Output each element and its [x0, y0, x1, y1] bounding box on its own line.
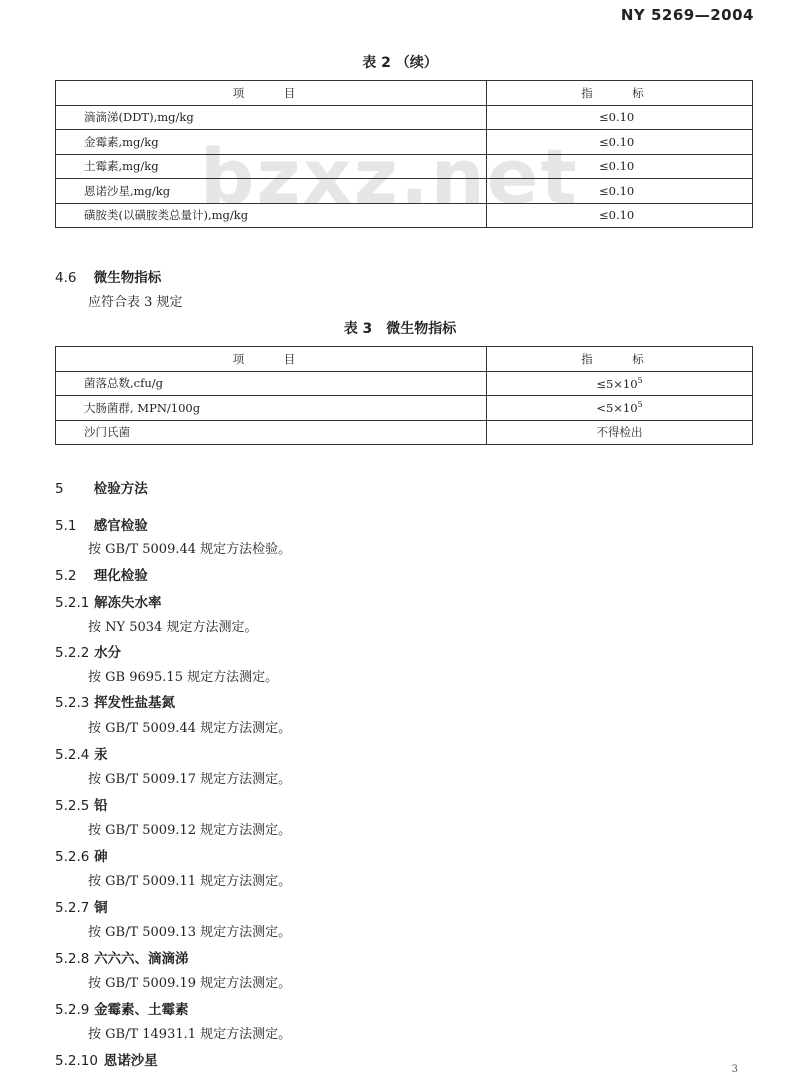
- section-text: 按 NY 5034 规定方法测定。: [88, 620, 258, 635]
- section-number: 5.2.4: [55, 747, 90, 763]
- section-title: 砷: [94, 849, 108, 865]
- value-base: <5×10: [596, 401, 638, 416]
- section-heading: [55, 743, 108, 763]
- section-number: 5.2.1: [55, 595, 90, 611]
- section-text: 按 GB/T 5009.19 规定方法测定。: [88, 976, 292, 991]
- section-number: 5.2: [55, 568, 77, 584]
- value-cell: [487, 105, 753, 130]
- table-header-cell: 指 标: [487, 81, 753, 106]
- value-base: 不得检出: [596, 425, 643, 440]
- section-text: 按 GB/T 5009.44 规定方法检验。: [88, 542, 292, 557]
- value-cell: [487, 371, 753, 396]
- section-title: 恩诺沙星: [103, 1053, 158, 1069]
- section-title: 六六六、滴滴涕: [94, 951, 189, 967]
- section-text: 按 GB 9695.15 规定方法测定。: [88, 670, 279, 685]
- table-row: [56, 105, 753, 130]
- table2-caption: 表 2 （续）: [362, 55, 438, 71]
- table2-header-row: [56, 81, 753, 106]
- section-heading: [55, 514, 148, 534]
- value-text: ≤0.10: [599, 134, 635, 149]
- section-title: 检验方法: [93, 481, 148, 497]
- section-heading: [55, 896, 108, 916]
- section-title: 铜: [94, 900, 108, 916]
- table-header-cell: 项 目: [56, 81, 487, 106]
- section-number: 4.6: [55, 270, 77, 286]
- table-row: [56, 154, 753, 179]
- table-header-cell: 项 目: [56, 347, 487, 372]
- section-number: 5.1: [55, 518, 77, 534]
- standard-number: NY 5269—2004: [620, 6, 754, 24]
- section-text: 按 GB/T 5009.17 规定方法测定。: [88, 772, 292, 787]
- value-cell: [487, 203, 753, 228]
- item-cell: 大肠菌群, MPN/100g: [56, 396, 487, 421]
- table2: [55, 80, 753, 228]
- value-text: ≤0.10: [599, 183, 635, 198]
- section-number: 5: [55, 481, 64, 497]
- value-cell: [487, 130, 753, 155]
- section-title: 汞: [94, 747, 108, 763]
- item-cell: 沙门氏菌: [56, 420, 487, 445]
- value-text: ≤0.10: [599, 110, 635, 125]
- value-exponent: 5: [637, 400, 643, 410]
- value-text: ≤0.10: [599, 208, 635, 223]
- value-base: ≤5×10: [596, 376, 638, 391]
- section-heading: [55, 477, 148, 497]
- table-header-cell: 指 标: [487, 347, 753, 372]
- section-text: 按 GB/T 5009.11 规定方法测定。: [88, 874, 292, 889]
- section-title: 水分: [94, 645, 122, 661]
- table3-header-row: [56, 347, 753, 372]
- section-heading: [55, 794, 108, 814]
- table-row: [56, 203, 753, 228]
- section-title: 铅: [94, 798, 108, 814]
- section-title: 微生物指标: [93, 270, 162, 286]
- section-text: 按 GB/T 5009.44 规定方法测定。: [88, 721, 292, 736]
- item-cell: 菌落总数,cfu/g: [56, 371, 487, 396]
- section-number: 5.2.2: [55, 645, 90, 661]
- section-text: 应符合表 3 规定: [88, 295, 183, 310]
- table-row: [56, 179, 753, 204]
- value-cell: [487, 179, 753, 204]
- section-text: 按 GB/T 5009.12 规定方法测定。: [88, 823, 292, 838]
- section-title: 感官检验: [93, 518, 148, 534]
- table3-caption: 表 3 微生物指标: [343, 321, 457, 337]
- table3: [55, 346, 753, 445]
- watermark: bzxz.net: [200, 132, 579, 221]
- section-heading: [55, 266, 161, 286]
- section-heading: [55, 564, 148, 584]
- value-cell: [487, 396, 753, 421]
- section-heading: [55, 845, 108, 865]
- section-number: 5.2.7: [55, 900, 90, 916]
- section-title: 解冻失水率: [94, 595, 162, 611]
- value-exponent: 5: [637, 375, 643, 385]
- value-cell: [487, 420, 753, 445]
- table-row: [56, 130, 753, 155]
- value-cell: [487, 154, 753, 179]
- section-text: 按 GB/T 14931.1 规定方法测定。: [88, 1027, 292, 1042]
- table-row: [56, 396, 753, 421]
- section-heading: [55, 591, 162, 611]
- section-heading: [55, 691, 175, 711]
- page-number: 3: [731, 1064, 738, 1075]
- section-title: 理化检验: [93, 568, 148, 584]
- section-number: 5.2.9: [55, 1002, 90, 1018]
- section-number: 5.2.5: [55, 798, 90, 814]
- item-cell: 恩诺沙星,mg/kg: [56, 179, 487, 204]
- section-text: 按 GB/T 5009.13 规定方法测定。: [88, 925, 292, 940]
- section-number: 5.2.10: [55, 1053, 98, 1069]
- section-heading: [55, 998, 189, 1018]
- item-cell: 滴滴涕(DDT),mg/kg: [56, 105, 487, 130]
- item-cell: 磺胺类(以磺胺类总量计),mg/kg: [56, 203, 487, 228]
- item-cell: 金霉素,mg/kg: [56, 130, 487, 155]
- section-heading: [55, 641, 121, 661]
- item-cell: 土霉素,mg/kg: [56, 154, 487, 179]
- section-title: 金霉素、土霉素: [94, 1002, 189, 1018]
- section-number: 5.2.6: [55, 849, 90, 865]
- section-heading: [55, 1049, 158, 1069]
- table-row: [56, 371, 753, 396]
- section-heading: [55, 947, 189, 967]
- value-text: ≤0.10: [599, 159, 635, 174]
- section-number: 5.2.8: [55, 951, 90, 967]
- section-number: 5.2.3: [55, 695, 90, 711]
- section-title: 挥发性盐基氮: [94, 695, 176, 711]
- table-row: [56, 420, 753, 445]
